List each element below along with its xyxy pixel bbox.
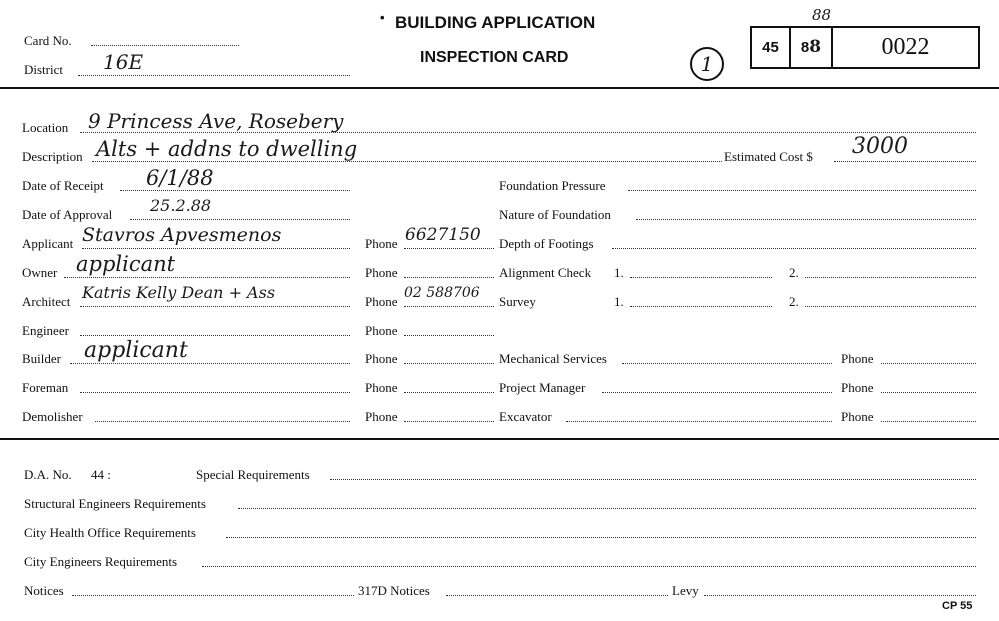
applicant-value: Stavros Apvesmenos bbox=[82, 224, 282, 246]
reference-number-box bbox=[750, 26, 980, 69]
applicant-field[interactable] bbox=[82, 248, 350, 249]
alignment-check-1-field[interactable] bbox=[630, 277, 772, 278]
location-value: 9 Princess Ave, Rosebery bbox=[88, 109, 344, 133]
mechanical-services-field[interactable] bbox=[622, 363, 832, 364]
owner-phone-field[interactable] bbox=[404, 277, 494, 278]
demolisher-phone-field[interactable] bbox=[404, 421, 494, 422]
alignment-check-2-field[interactable] bbox=[805, 277, 976, 278]
special-requirements-label: Special Requirements bbox=[196, 467, 310, 482]
district-field[interactable] bbox=[78, 75, 350, 76]
section-divider bbox=[0, 438, 999, 440]
card-title-line1: BUILDING APPLICATION bbox=[395, 13, 596, 32]
excavator-label: Excavator bbox=[499, 409, 552, 424]
date-of-receipt-label: Date of Receipt bbox=[22, 178, 104, 193]
foreman-phone-field[interactable] bbox=[404, 392, 494, 393]
date-of-receipt-value: 6/1/88 bbox=[146, 166, 214, 190]
card-title-line2: INSPECTION CARD bbox=[420, 49, 569, 66]
mechanical-services-phone-field[interactable] bbox=[881, 363, 976, 364]
mechanical-services-label: Mechanical Services bbox=[499, 351, 607, 366]
depth-of-footings-label: Depth of Footings bbox=[499, 236, 594, 251]
project-manager-phone-label: Phone bbox=[841, 380, 874, 395]
da-no-value: 44 : bbox=[91, 467, 111, 482]
ref-part-3: 0022 bbox=[881, 34, 930, 60]
owner-field[interactable] bbox=[64, 277, 350, 278]
date-of-approval-field[interactable] bbox=[130, 219, 350, 220]
district-value: 16E bbox=[103, 50, 144, 74]
foreman-phone-label: Phone bbox=[365, 380, 398, 395]
levy-label: Levy bbox=[672, 583, 699, 598]
estimated-cost-field[interactable] bbox=[834, 161, 976, 162]
applicant-label: Applicant bbox=[22, 236, 74, 251]
builder-value: applicant bbox=[84, 338, 188, 363]
engineer-field[interactable] bbox=[80, 335, 350, 336]
applicant-phone-value: 6627150 bbox=[405, 225, 481, 245]
architect-value: Katris Kelly Dean + Ass bbox=[82, 283, 276, 302]
location-label: Location bbox=[22, 120, 69, 135]
date-of-approval-label: Date of Approval bbox=[22, 207, 113, 222]
district-label: District bbox=[24, 62, 63, 77]
demolisher-phone-label: Phone bbox=[365, 409, 398, 424]
city-engineers-field[interactable] bbox=[202, 566, 976, 567]
survey-label: Survey bbox=[499, 294, 536, 309]
city-engineers-label: City Engineers Requirements bbox=[24, 554, 178, 569]
header-divider bbox=[0, 87, 999, 89]
architect-label: Architect bbox=[22, 294, 71, 309]
structural-engineers-label: Structural Engineers Requirements bbox=[24, 496, 206, 511]
city-health-label: City Health Office Requirements bbox=[24, 525, 196, 540]
title-tick-mark: • bbox=[380, 10, 385, 25]
nature-of-foundation-field[interactable] bbox=[636, 219, 976, 220]
excavator-phone-field[interactable] bbox=[881, 421, 976, 422]
alignment-check-1-label: 1. bbox=[614, 265, 624, 280]
card-no-label: Card No. bbox=[24, 33, 72, 48]
notices-317d-label: 317D Notices bbox=[358, 583, 430, 598]
alignment-check-2-label: 2. bbox=[789, 265, 799, 280]
date-of-approval-value: 25.2.88 bbox=[150, 196, 212, 215]
alignment-check-label: Alignment Check bbox=[499, 265, 592, 280]
survey-1-field[interactable] bbox=[630, 306, 772, 307]
builder-phone-field[interactable] bbox=[404, 363, 494, 364]
ref-part-1: 45 bbox=[752, 28, 791, 67]
nature-of-foundation-label: Nature of Foundation bbox=[499, 207, 611, 222]
architect-phone-label: Phone bbox=[365, 294, 398, 309]
da-no-label: D.A. No. bbox=[24, 467, 72, 482]
estimated-cost-value: 3000 bbox=[852, 134, 908, 159]
builder-label: Builder bbox=[22, 351, 61, 366]
excavator-phone-label: Phone bbox=[841, 409, 874, 424]
special-requirements-field[interactable] bbox=[330, 479, 976, 480]
notices-field[interactable] bbox=[72, 595, 354, 596]
engineer-phone-field[interactable] bbox=[404, 335, 494, 336]
builder-phone-label: Phone bbox=[365, 351, 398, 366]
levy-field[interactable] bbox=[704, 595, 976, 596]
ref-annotation: 88 bbox=[812, 6, 832, 24]
estimated-cost-label: Estimated Cost $ bbox=[724, 149, 813, 164]
card-no-field[interactable] bbox=[91, 45, 239, 46]
circled-number bbox=[690, 47, 724, 81]
foreman-label: Foreman bbox=[22, 380, 69, 395]
demolisher-label: Demolisher bbox=[22, 409, 83, 424]
structural-engineers-field[interactable] bbox=[238, 508, 976, 509]
engineer-label: Engineer bbox=[22, 323, 69, 338]
circled-number-value: 1 bbox=[700, 52, 714, 76]
ref-part-2-value: 8 bbox=[800, 39, 810, 56]
city-health-field[interactable] bbox=[226, 537, 976, 538]
description-label: Description bbox=[22, 149, 83, 164]
notices-label: Notices bbox=[24, 583, 64, 598]
survey-1-label: 1. bbox=[614, 294, 624, 309]
ref-part-2-mark: 8 bbox=[809, 37, 822, 57]
owner-label: Owner bbox=[22, 265, 58, 280]
survey-2-label: 2. bbox=[789, 294, 799, 309]
architect-field[interactable] bbox=[80, 306, 350, 307]
owner-phone-label: Phone bbox=[365, 265, 398, 280]
description-field[interactable] bbox=[92, 161, 722, 162]
depth-of-footings-field[interactable] bbox=[612, 248, 976, 249]
applicant-phone-label: Phone bbox=[365, 236, 398, 251]
survey-2-field[interactable] bbox=[805, 306, 976, 307]
ref-part-2 bbox=[791, 28, 833, 67]
notices-317d-field[interactable] bbox=[446, 595, 668, 596]
architect-phone-field[interactable] bbox=[404, 306, 494, 307]
foundation-pressure-label: Foundation Pressure bbox=[499, 178, 606, 193]
applicant-phone-field[interactable] bbox=[404, 248, 494, 249]
project-manager-label: Project Manager bbox=[499, 380, 586, 395]
foreman-field[interactable] bbox=[80, 392, 350, 393]
excavator-field[interactable] bbox=[566, 421, 832, 422]
form-code: CP 55 bbox=[942, 600, 973, 612]
owner-value: applicant bbox=[76, 252, 176, 276]
description-value: Alts + addns to dwelling bbox=[96, 137, 358, 161]
date-of-receipt-field[interactable] bbox=[120, 190, 350, 191]
builder-field[interactable] bbox=[70, 363, 350, 364]
demolisher-field[interactable] bbox=[95, 421, 350, 422]
architect-phone-value: 02 588706 bbox=[404, 285, 480, 301]
project-manager-phone-field[interactable] bbox=[881, 392, 976, 393]
engineer-phone-label: Phone bbox=[365, 323, 398, 338]
mechanical-services-phone-label: Phone bbox=[841, 351, 874, 366]
project-manager-field[interactable] bbox=[602, 392, 832, 393]
foundation-pressure-field[interactable] bbox=[628, 190, 976, 191]
